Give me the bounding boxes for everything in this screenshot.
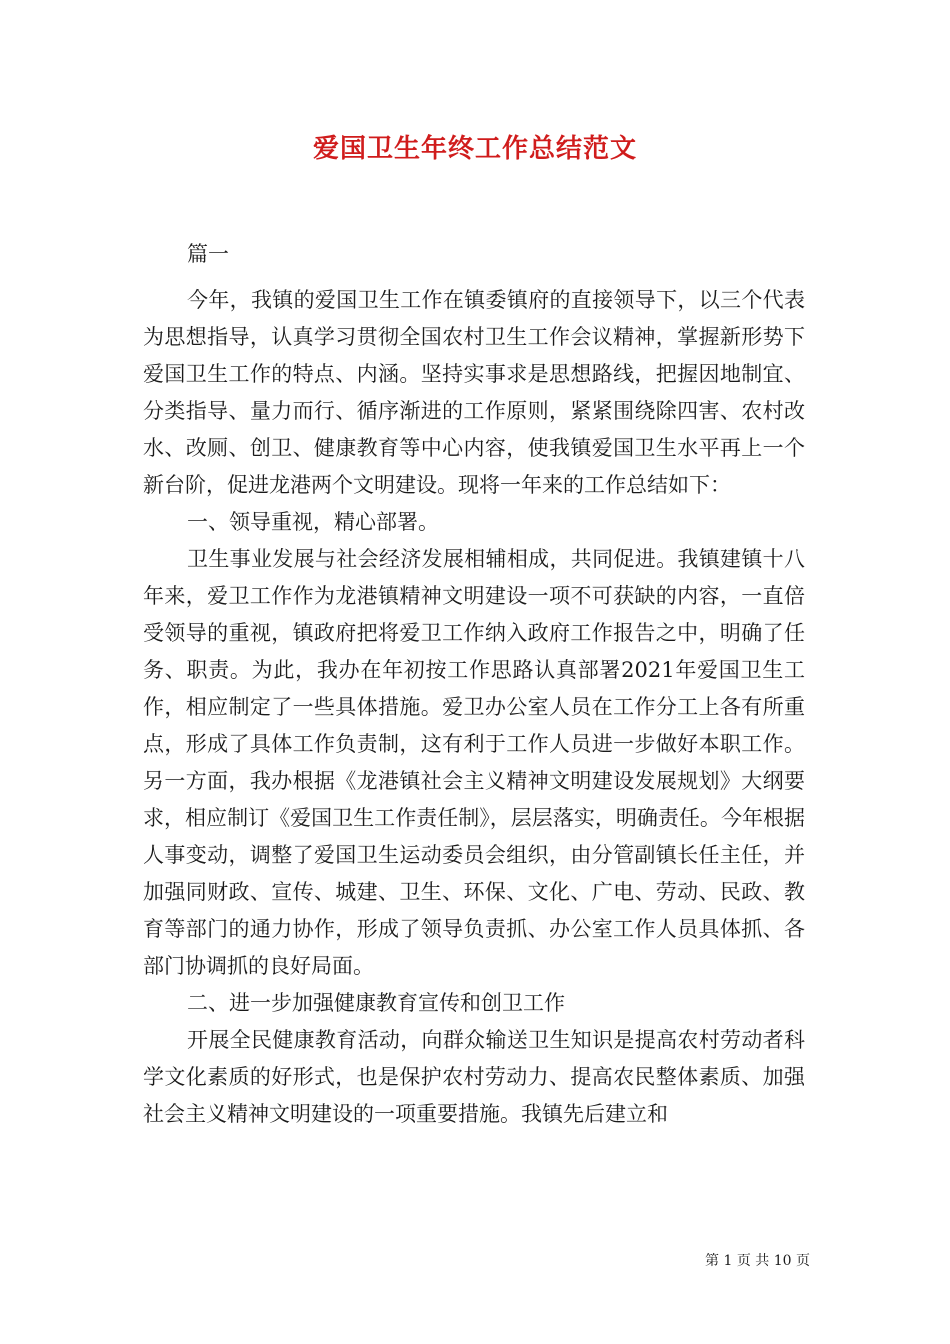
heading-section-1: 一、领导重视，精心部署。 [187, 510, 439, 534]
heading-section-2: 二、进一步加强健康教育宣传和创卫工作 [187, 991, 565, 1015]
paragraph-intro: 今年，我镇的爱国卫生工作在镇委镇府的直接领导下，以三个代表为思想指导，认真学习贯彻全国农村卫生工作会议精神，掌握新形势下爱国卫生工作的特点、内涵。坚持实事求是思想路线，把握因地制宜、分类指导、量力而行、循序渐进的工作原则，紧紧围绕除四害、农村改水、改厕、创卫、健康教育等中心内容，使我镇爱国卫生水平再上一个新台阶，促进龙港两个文明建设。现将一年来的工作总结如下： [143, 288, 805, 497]
page-number: 第 1 页 共 10 页 [705, 1253, 810, 1269]
page-title: 爱国卫生年终工作总结范文 [312, 134, 637, 164]
paragraph-section-1: 卫生事业发展与社会经济发展相辅相成，共同促进。我镇建镇十八年来，爱卫工作作为龙港镇精神文明建设一项不可获缺的内容，一直倍受领导的重视，镇政府把将爱卫工作纳入政府工作报告之中，明确了任务、职责。为此，我办在年初按工作思路认真部署2021年爱国卫生工作，相应制定了一些具体措施。爱卫办公室人员在工作分工上各有所重点，形成了具体工作负责制，这有利于工作人员进一步做好本职工作。另一方面，我办根据《龙港镇社会主义精神文明建设发展规划》大纲要求，相应制订《爱国卫生工作责任制》，层层落实，明确责任。今年根据人事变动，调整了爱国卫生运动委员会组织，由分管副镇长任主任，并加强同财政、宣传、城建、卫生、环保、文化、广电、劳动、民政、教育等部门的通力协作，形成了领导负责抓、办公室工作人员具体抓、各部门协调抓的良好局面。 [143, 547, 805, 978]
page-footer [700, 1250, 810, 1270]
section-label: 篇一 [187, 242, 229, 266]
document-body [143, 236, 805, 1133]
paragraph-section-2: 开展全民健康教育活动，向群众输送卫生知识是提高农村劳动者科学文化素质的好形式，也是保护农村劳动力、提高农民整体素质、加强社会主义精神文明建设的一项重要措施。我镇先后建立和 [143, 1028, 805, 1126]
